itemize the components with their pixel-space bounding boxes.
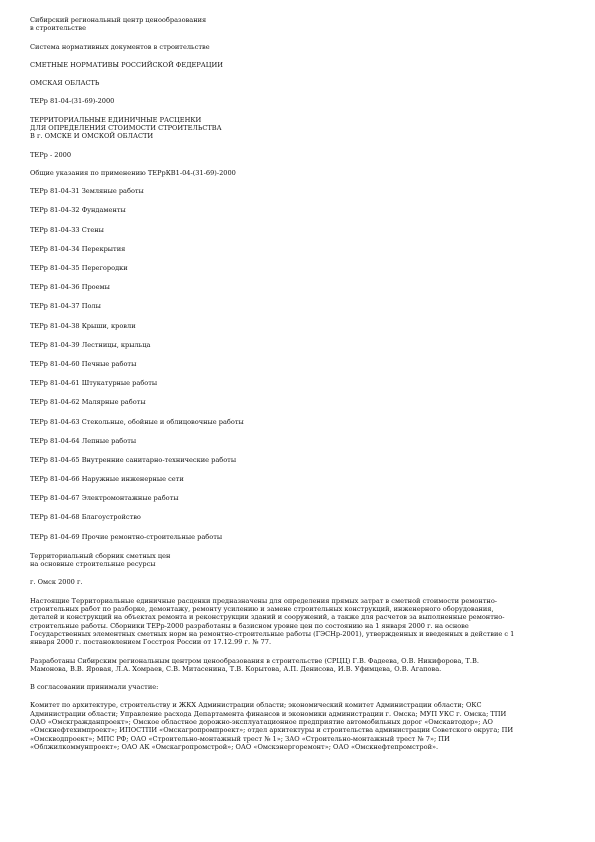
toc-item[interactable]: ТЕРр 81-04-31 Земляные работы bbox=[30, 187, 144, 196]
organization-line: в строительстве bbox=[30, 24, 87, 33]
organization-name bbox=[30, 16, 570, 33]
collection-line: Территориальный сборник сметных цен bbox=[30, 551, 171, 560]
authors-paragraph bbox=[30, 657, 562, 674]
toc-item[interactable]: ТЕРр 81-04-39 Лестницы, крыльца bbox=[30, 340, 151, 349]
collection-line: на основные строительные ресурсы bbox=[30, 560, 156, 569]
toc-item[interactable]: ТЕРр 81-04-66 Наружные инженерные сети bbox=[30, 475, 184, 484]
toc-item[interactable]: ТЕРр 81-04-61 Штукатурные работы bbox=[30, 379, 158, 388]
paragraph-line: «Омскводпроект»; МПС РФ; ОАО «Строительно-монтажный трест № 1»; ЗАО «Строительно-монтажный трест № 7»; ПИ bbox=[30, 734, 450, 743]
toc-item[interactable]: ТЕРр 81-04-62 Малярные работы bbox=[30, 398, 146, 407]
paragraph-line: января 2000 г. постановлением Госстроя России от 17.12.99 г. № 77. bbox=[30, 638, 272, 647]
paragraph-line: Разработаны Сибирским региональным центром ценообразования в строительстве (СРЦЦ) Г.В. Фадеева, О.В. Никифорова, Т.В. bbox=[30, 656, 479, 665]
norms-heading: СМЕТНЫЕ НОРМАТИВЫ РОССИЙСКОЙ ФЕДЕРАЦИИ bbox=[30, 60, 224, 69]
toc-item[interactable]: ТЕРр 81-04-69 Прочие ремонтно-строительные работы bbox=[30, 532, 223, 541]
toc-item[interactable]: ТЕРр 81-04-65 Внутренние санитарно-технические работы bbox=[30, 455, 237, 464]
toc-item[interactable]: ТЕРр 81-04-68 Благоустройство bbox=[30, 513, 141, 522]
paragraph-line: ОАО «Омскгражданпроект»; Омское областное дорожно-эксплуатационное предприятие автомобильных дорог «Омскавтодор»; АО bbox=[30, 717, 493, 726]
toc-item[interactable]: ТЕРр 81-04-67 Электромонтажные работы bbox=[30, 494, 179, 503]
resource-collection-link[interactable] bbox=[30, 552, 570, 569]
paragraph-line: Мамонова, В.В. Яровая, Л.А. Хомраев, С.В. Митасенина, Т.В. Корытова, А.П. Денисова, И.В. Уфимцева, О.В. Агапова. bbox=[30, 664, 442, 673]
toc-item[interactable]: ТЕРр 81-04-34 Перекрытия bbox=[30, 244, 126, 253]
paragraph-line: «Облжилкоммунпроект»; ОАО АК «Омскагропромстрой»; ОАО «Омскэнергоремонт»; ОАО «Омскнефтепромстрой». bbox=[30, 742, 439, 751]
paragraph-line: строительных работ по разборке, демонтажу, ремонту усилению и замене строительных конструкций, инженерного оборудования, bbox=[30, 605, 494, 614]
document-code: ТЕРр 81-04-(31-69)-2000 bbox=[30, 97, 115, 106]
toc-item[interactable]: ТЕРр 81-04-37 Полы bbox=[30, 302, 101, 311]
paragraph-line: «Омскнефтехимпроект»; ИПОСТПИ «Омскагропромпроект»; отдел архитектуры и строительства администрации Советского округа; ПИ bbox=[30, 726, 514, 735]
paragraph-line: Администрации области; Управление расхода Департамента финансов и экономики администрации г. Омска; МУП УКС г. Омска; ТПИ bbox=[30, 709, 507, 718]
agreement-heading: В согласовании принимали участие: bbox=[30, 683, 159, 692]
paragraph-line: Настоящие Территориальные единичные расценки предназначены для определения прямых затрат в сметной стоимости ремонтно- bbox=[30, 596, 498, 605]
document-page bbox=[30, 16, 570, 761]
paragraph-line: строительные работы. Сборники ТЕРр-2000 разработаны в базисном уровне цен по состоянию на 1 января 2000 г. на основе bbox=[30, 621, 469, 630]
toc-item[interactable]: ТЕРр 81-04-35 Перегородки bbox=[30, 264, 128, 273]
toc-item[interactable]: ТЕРр 81-04-36 Проемы bbox=[30, 283, 110, 292]
toc-item[interactable]: ТЕРр 81-04-63 Стекольные, обойные и облицовочные работы bbox=[30, 417, 244, 426]
toc-item[interactable]: ТЕРр 81-04-64 Лепные работы bbox=[30, 436, 137, 445]
title-line: ТЕРРИТОРИАЛЬНЫЕ ЕДИНИЧНЫЕ РАСЦЕНКИ bbox=[30, 115, 202, 124]
terr-code: ТЕРр - 2000 bbox=[30, 150, 72, 159]
table-of-contents bbox=[30, 187, 570, 541]
toc-item[interactable]: ТЕРр 81-04-38 Крыши, кровли bbox=[30, 321, 136, 330]
city-year: г. Омск 2000 г. bbox=[30, 578, 83, 587]
general-instructions-link[interactable]: Общие указания по применению ТЕРрКВ1-04-(31-69)-2000 bbox=[30, 168, 236, 177]
title-line: ДЛЯ ОПРЕДЕЛЕНИЯ СТОИМОСТИ СТРОИТЕЛЬСТВА bbox=[30, 124, 222, 133]
purpose-paragraph bbox=[30, 597, 562, 647]
toc-item[interactable]: ТЕРр 81-04-60 Печные работы bbox=[30, 359, 137, 368]
paragraph-line: деталей и конструкций на объектах ремонта и реконструкции зданий и сооружений, а также для расчетов за выполненные ремонтно- bbox=[30, 613, 505, 622]
paragraph-line: Комитет по архитектуре, строительству и ЖКХ Администрации области; экономический комитет Администрации области; ОКС bbox=[30, 701, 482, 710]
toc-item[interactable]: ТЕРр 81-04-33 Стены bbox=[30, 225, 104, 234]
region-name: ОМСКАЯ ОБЛАСТЬ bbox=[30, 79, 100, 88]
document-title bbox=[30, 116, 570, 141]
toc-item[interactable]: ТЕРр 81-04-32 Фундаменты bbox=[30, 206, 126, 215]
paragraph-line: Государственных элементных сметных норм на ремонтно-строительные работы (ГЭСНр-2001), утвержденных и введенных в действие с 1 bbox=[30, 629, 515, 638]
participants-paragraph bbox=[30, 701, 562, 751]
document-system: Система нормативных документов в строительстве bbox=[30, 42, 210, 51]
title-line: В г. ОМСКЕ И ОМСКОЙ ОБЛАСТИ bbox=[30, 132, 154, 141]
organization-line: Сибирский региональный центр ценообразования bbox=[30, 16, 207, 24]
